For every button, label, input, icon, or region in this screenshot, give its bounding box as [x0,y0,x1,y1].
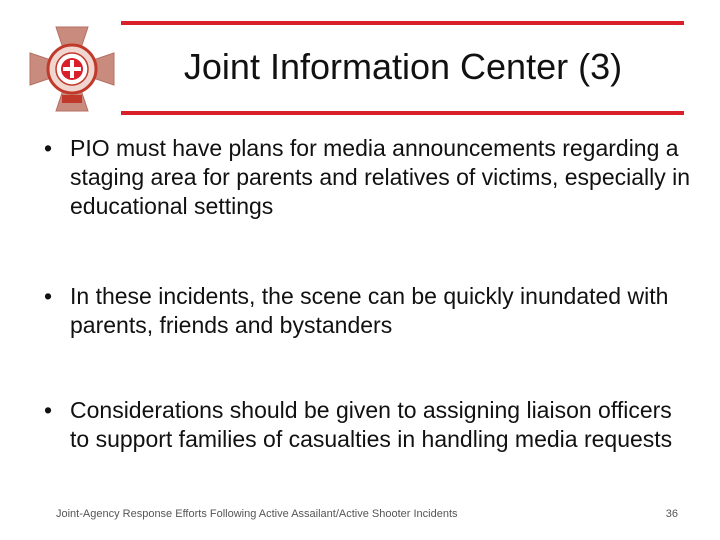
slide-title: Joint Information Center (3) [183,46,623,87]
title-top-rule [121,21,684,25]
slide-footer: Joint-Agency Response Efforts Following Active Assailant/Active Shooter Incidents [56,508,458,520]
bullet-text: Considerations should be given to assigning liaison officers to support families of casualties in handling media requests [70,397,673,452]
bullet-dot: • [44,283,53,309]
page-number: 36 [665,508,678,520]
bullet-dot: • [44,135,53,161]
title-bottom-rule [121,111,684,115]
bullet-text: PIO must have plans for media announcements regarding a staging area for parents and relatives of victims, especially in educational settings [70,135,691,219]
bullet-text: In these incidents, the scene can be quickly inundated with parents, friends and bystanders [70,283,669,338]
bullet-dot: • [44,397,53,423]
fire-service-logo-icon [26,23,118,115]
